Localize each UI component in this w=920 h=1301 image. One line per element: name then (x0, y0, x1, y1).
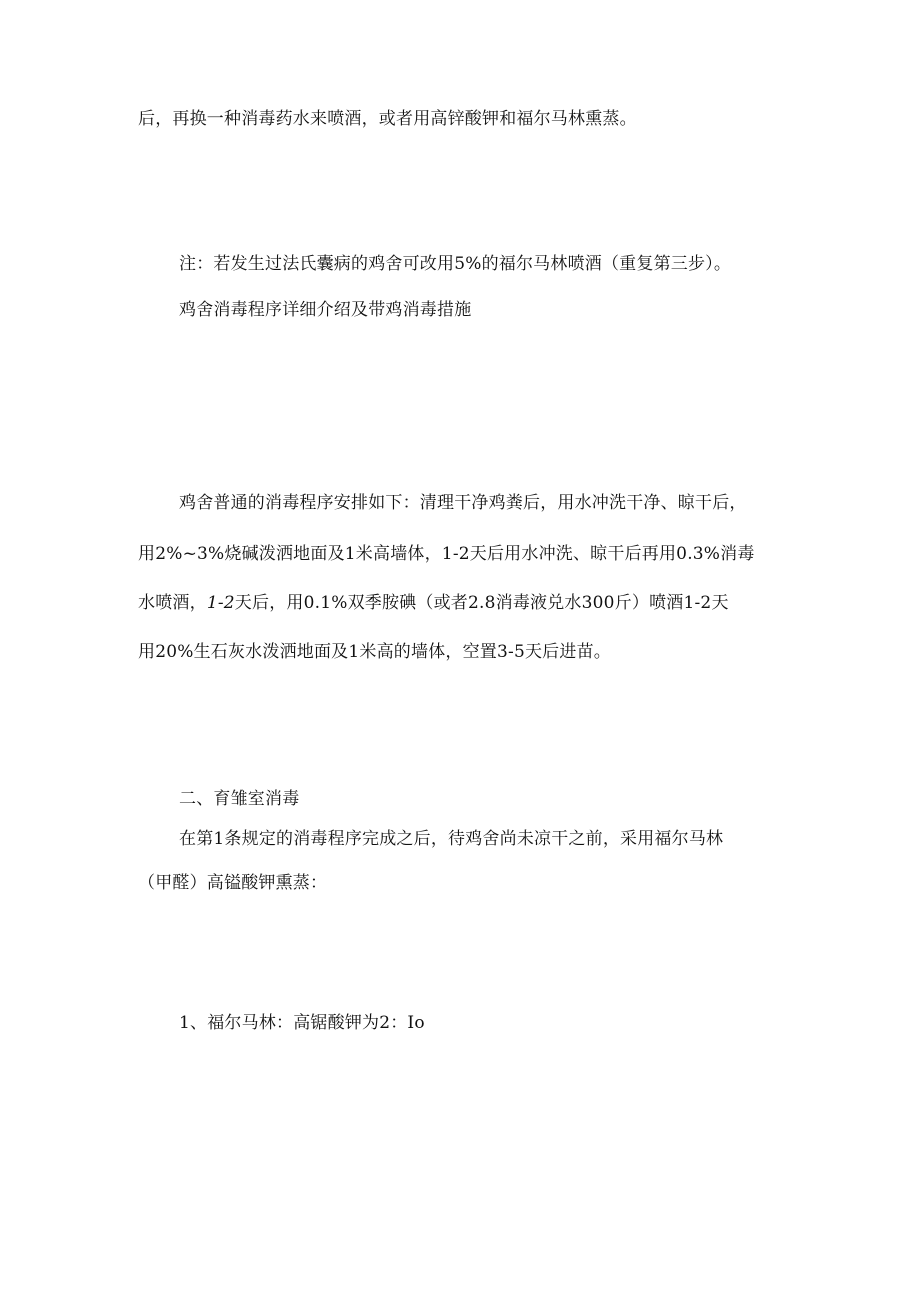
brooding-line-1: 在第1条规定的消毒程序完成之后，待鸡舍尚未凉干之前，采用福尔马林 (179, 829, 724, 849)
brooding-room-heading: 二、育雏室消毒 (179, 789, 300, 809)
ratio-line: 1、福尔马林：高锯酸钾为2：Io (179, 1013, 425, 1033)
paragraph-line-fumigation: 后，再换一种消毒药水来喷酒，或者用高锌酸钾和福尔马林熏蒸。 (138, 109, 637, 129)
procedure-line-2: 用2%~3%烧碱泼洒地面及1米高墙体，1-2天后用水冲洗、晾干后再用0.3%消毒 (138, 544, 755, 564)
procedure-line-1: 鸡舍普通的消毒程序安排如下：清理干净鸡粪后，用水冲洗干净、晾干后， (179, 493, 747, 513)
brooding-line-2: （甲醛）高镒酸钾熏蒸： (138, 873, 328, 893)
procedure-days-range: 1-2 (206, 593, 235, 613)
procedure-text-start: 水喷酒， (138, 593, 207, 613)
section-heading: 鸡舍消毒程序详细介绍及带鸡消毒措施 (179, 300, 472, 320)
procedure-line-3 (138, 591, 729, 615)
procedure-text-end: 天后，用0.1%双季胺碘（或者2.8消毒液兑水300斤）喷酒1-2天 (234, 593, 729, 613)
procedure-line-4: 用20%生石灰水泼洒地面及1米高的墙体，空置3-5天后进苗。 (138, 642, 611, 662)
note-line: 注：若发生过法氏囊病的鸡舍可改用5%的福尔马林喷酒（重复第三步）。 (179, 254, 732, 274)
